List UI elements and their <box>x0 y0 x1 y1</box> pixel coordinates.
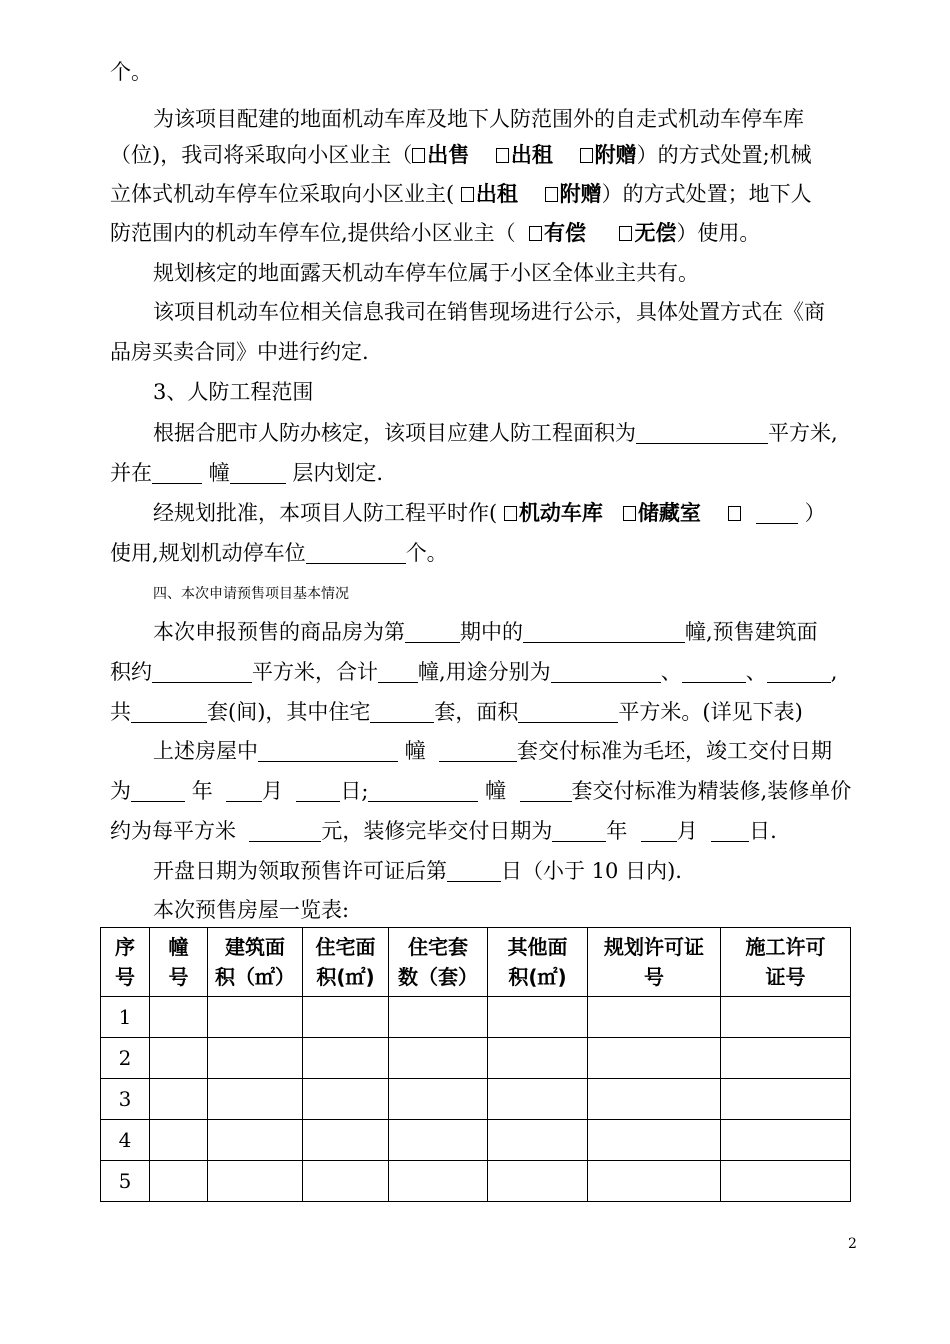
section-heading: 3、人防工程范围 <box>153 380 314 404</box>
blank-field[interactable] <box>641 815 677 842</box>
blank-field[interactable] <box>405 616 460 643</box>
checkbox[interactable] <box>580 148 593 163</box>
row-number-cell: 3 <box>101 1079 150 1120</box>
presale-housing-table <box>100 927 851 1202</box>
table-cell[interactable] <box>721 1079 851 1120</box>
text-line: 规划核定的地面露天机动车停车位属于小区全体业主共有。 <box>153 261 699 285</box>
row-number-cell: 4 <box>101 1120 150 1161</box>
table-cell[interactable] <box>488 1038 588 1079</box>
text-line: 防范围内的机动车停车位,提供给小区业主（ 有偿 无偿）使用。 <box>110 220 761 245</box>
table-caption: 本次预售房屋一览表: <box>153 898 350 922</box>
blank-field[interactable] <box>447 855 501 882</box>
header-cell: 住宅面 积(㎡) <box>303 928 389 997</box>
section-heading: 四、本次申请预售项目基本情况 <box>153 586 349 602</box>
table-cell[interactable] <box>588 997 721 1038</box>
checkbox[interactable] <box>504 506 517 521</box>
table-cell[interactable] <box>208 1161 303 1202</box>
row-number-cell: 5 <box>101 1161 150 1202</box>
table-cell[interactable] <box>721 1038 851 1079</box>
blank-field[interactable] <box>249 815 321 842</box>
table-cell[interactable] <box>721 997 851 1038</box>
table-cell[interactable] <box>150 1038 208 1079</box>
table-cell[interactable] <box>208 1038 303 1079</box>
table-cell[interactable] <box>488 1120 588 1161</box>
table-row <box>101 1038 851 1079</box>
table-cell[interactable] <box>150 997 208 1038</box>
table-cell[interactable] <box>488 1161 588 1202</box>
text-line: 约为每平方米 元，装修完毕交付日期为 年 月 日. <box>110 811 858 851</box>
text-line: 本次申报预售的商品房为第 期中的 幢,预售建筑面 <box>153 612 858 652</box>
blank-field[interactable] <box>370 696 434 723</box>
blank-field[interactable] <box>131 775 185 802</box>
text-line: （位)，我司将采取向小区业主（ 出售 出租 附赠）的方式处置;机械 <box>110 142 812 167</box>
text-line: 共 套(间)，其中住宅 套，面积 平方米。(详见下表) <box>110 692 858 732</box>
table-row <box>101 1120 851 1161</box>
page-number: 2 <box>848 1236 857 1252</box>
text-line: 上述房屋中 幢 套交付标准为毛坯，竣工交付日期 <box>153 731 858 771</box>
table-cell[interactable] <box>389 1161 488 1202</box>
table-cell[interactable] <box>588 1079 721 1120</box>
blank-field[interactable] <box>711 815 749 842</box>
text-line: 个。 <box>110 60 152 84</box>
checkbox[interactable] <box>623 506 636 521</box>
blank-field[interactable] <box>439 735 517 762</box>
table-cell[interactable] <box>721 1120 851 1161</box>
header-cell: 建筑面 积（㎡） <box>208 928 303 997</box>
blank-field[interactable] <box>636 417 768 444</box>
table-cell[interactable] <box>588 1120 721 1161</box>
checkbox[interactable] <box>461 187 474 202</box>
table-header-row <box>101 928 851 997</box>
text-line: 为 年 月 日; 幢 套交付标准为精装修,装修单价 <box>110 771 858 811</box>
table-cell[interactable] <box>150 1161 208 1202</box>
blank-field[interactable] <box>368 775 478 802</box>
blank-field[interactable] <box>230 457 286 484</box>
header-cell: 幢 号 <box>150 928 208 997</box>
blank-field[interactable] <box>296 775 340 802</box>
text-line: 并在 幢 层内划定. <box>110 453 858 493</box>
table-row <box>101 997 851 1038</box>
table-cell[interactable] <box>488 997 588 1038</box>
header-cell: 住宅套 数（套） <box>389 928 488 997</box>
checkbox[interactable] <box>619 226 632 241</box>
text-line: 该项目机动车位相关信息我司在销售现场进行公示，具体处置方式在《商 <box>153 300 825 324</box>
blank-field[interactable] <box>520 775 572 802</box>
blank-field[interactable] <box>306 537 406 564</box>
text-line: 立体式机动车停车位采取向小区业主( 出租 附赠）的方式处置；地下人 <box>110 181 812 206</box>
header-cell: 施工许可 证号 <box>721 928 851 997</box>
text-line: 经规划批准，本项目人防工程平时作( 机动车库 储藏室 ） <box>153 493 858 533</box>
table-row <box>101 1079 851 1120</box>
table-cell[interactable] <box>721 1161 851 1202</box>
table-cell[interactable] <box>389 1038 488 1079</box>
table-cell[interactable] <box>588 1038 721 1079</box>
checkbox[interactable] <box>728 506 741 521</box>
blank-field[interactable] <box>518 696 618 723</box>
table-cell[interactable] <box>150 1120 208 1161</box>
row-number-cell: 1 <box>101 997 150 1038</box>
table-cell[interactable] <box>389 1120 488 1161</box>
table-cell[interactable] <box>389 997 488 1038</box>
row-number-cell: 2 <box>101 1038 150 1079</box>
table-cell[interactable] <box>303 1120 389 1161</box>
text-line: 开盘日期为领取预售许可证后第 日（小于 10 日内). <box>153 851 858 891</box>
table-cell[interactable] <box>150 1079 208 1120</box>
text-line: 积约 平方米，合计 幢,用途分别为 、 、 , <box>110 652 858 692</box>
checkbox[interactable] <box>496 148 509 163</box>
blank-field[interactable] <box>152 457 202 484</box>
blank-field[interactable] <box>258 735 398 762</box>
table-cell[interactable] <box>303 997 389 1038</box>
text-line: 根据合肥市人防办核定，该项目应建人防工程面积为 平方米, <box>153 413 858 453</box>
blank-field[interactable] <box>682 656 746 683</box>
text-line: 使用,规划机动停车位 个。 <box>110 533 858 573</box>
checkbox[interactable] <box>529 226 542 241</box>
blank-field[interactable] <box>226 775 262 802</box>
table-cell[interactable] <box>208 1079 303 1120</box>
table-cell[interactable] <box>303 1079 389 1120</box>
table-cell[interactable] <box>208 997 303 1038</box>
table-cell[interactable] <box>303 1038 389 1079</box>
blank-field[interactable] <box>551 656 661 683</box>
table-cell[interactable] <box>208 1120 303 1161</box>
table-cell[interactable] <box>303 1161 389 1202</box>
table-row <box>101 1161 851 1202</box>
blank-field[interactable] <box>131 696 207 723</box>
blank-field[interactable] <box>152 656 252 683</box>
blank-field[interactable] <box>767 656 831 683</box>
checkbox[interactable] <box>545 187 558 202</box>
header-cell: 序 号 <box>101 928 150 997</box>
table-cell[interactable] <box>389 1079 488 1120</box>
table-cell[interactable] <box>588 1161 721 1202</box>
header-cell: 规划许可证 号 <box>588 928 721 997</box>
blank-field[interactable] <box>756 497 798 524</box>
text-line: 品房买卖合同》中进行约定. <box>110 340 369 364</box>
blank-field[interactable] <box>552 815 606 842</box>
header-cell: 其他面 积(㎡) <box>488 928 588 997</box>
checkbox[interactable] <box>412 148 425 163</box>
blank-field[interactable] <box>523 616 685 643</box>
table-cell[interactable] <box>488 1079 588 1120</box>
blank-field[interactable] <box>378 656 418 683</box>
text-line: 为该项目配建的地面机动车库及地下人防范围外的自走式机动车停车库 <box>153 107 804 131</box>
